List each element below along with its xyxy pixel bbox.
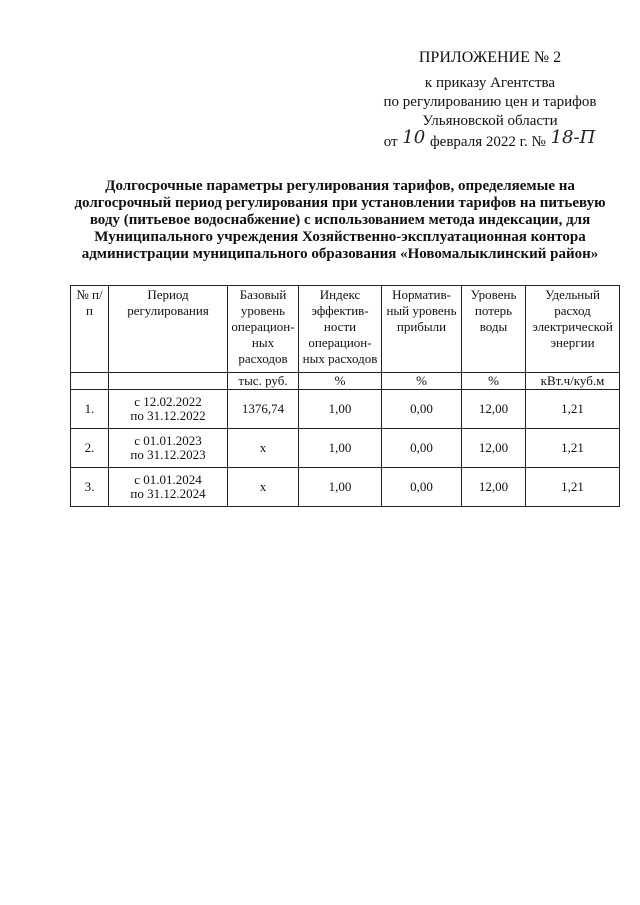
row-base-level: 1376,74	[228, 390, 299, 429]
row-efficiency-index: 1,00	[299, 390, 382, 429]
row-energy-consumption: 1,21	[526, 429, 620, 468]
row-efficiency-index: 1,00	[299, 429, 382, 468]
row-profit-level: 0,00	[382, 429, 462, 468]
document-title: Долгосрочные параметры регулирования тарифов, определяемые на долгосрочный период регулирования при установлении тарифов на питьевую воду (питьевое водоснабжение) с использованием метода индексации, для Муниципального учреждения Хозяйственно-эксплуатационная контора администрации муниципального образования «Новомалыклинский район»	[74, 178, 606, 262]
parameters-table	[70, 285, 620, 507]
header-water-losses: Уровень потерь воды	[462, 286, 526, 373]
period-from: с 01.01.2023	[134, 433, 202, 448]
unit-cell	[71, 373, 109, 390]
row-water-losses: 12,00	[462, 390, 526, 429]
header-energy-consumption: Удельный расход электрической энергии	[526, 286, 620, 373]
header-profit-level: Норматив-ный уровень прибыли	[382, 286, 462, 373]
row-efficiency-index: 1,00	[299, 468, 382, 507]
header-period: Период регулирования	[109, 286, 228, 373]
row-water-losses: 12,00	[462, 468, 526, 507]
units-row	[71, 373, 620, 390]
row-base-level: х	[228, 429, 299, 468]
header-efficiency-index: Индекс эффектив-ности операцион-ных расходов	[299, 286, 382, 373]
handwritten-day: 10	[402, 127, 426, 148]
unit-cell: %	[462, 373, 526, 390]
appendix-line-1: к приказу Агентства	[424, 75, 556, 91]
period-to: по 31.12.2023	[130, 447, 206, 462]
table-row	[71, 429, 620, 468]
unit-cell: кВт.ч/куб.м	[526, 373, 620, 390]
date-prefix: от	[383, 134, 398, 150]
row-water-losses: 12,00	[462, 429, 526, 468]
unit-cell: тыс. руб.	[228, 373, 299, 390]
appendix-date-line	[360, 127, 620, 152]
table-row	[71, 390, 620, 429]
unit-cell: %	[299, 373, 382, 390]
row-profit-level: 0,00	[382, 390, 462, 429]
row-base-level: х	[228, 468, 299, 507]
period-to: по 31.12.2024	[130, 486, 206, 501]
header-number: № п/п	[71, 286, 109, 373]
row-number: 2.	[71, 429, 109, 468]
appendix-block	[360, 48, 620, 152]
row-profit-level: 0,00	[382, 468, 462, 507]
row-number: 3.	[71, 468, 109, 507]
period-from: с 12.02.2022	[134, 394, 202, 409]
period-from: с 01.01.2024	[134, 472, 202, 487]
header-row	[71, 286, 620, 373]
table-row	[71, 468, 620, 507]
appendix-title: ПРИЛОЖЕНИЕ № 2	[418, 49, 562, 66]
appendix-line-2: по регулированию цен и тарифов	[383, 94, 597, 110]
date-rest: февраля 2022 г. №	[429, 134, 546, 150]
row-energy-consumption: 1,21	[526, 390, 620, 429]
appendix-line-3: Ульяновской области	[422, 113, 558, 129]
row-period	[109, 390, 228, 429]
row-period	[109, 468, 228, 507]
unit-cell	[109, 373, 228, 390]
period-to: по 31.12.2022	[130, 408, 206, 423]
row-number: 1.	[71, 390, 109, 429]
row-energy-consumption: 1,21	[526, 468, 620, 507]
row-period	[109, 429, 228, 468]
header-base-level: Базовый уровень операцион-ных расходов	[228, 286, 299, 373]
handwritten-order-number: 18-П	[550, 127, 596, 148]
unit-cell: %	[382, 373, 462, 390]
